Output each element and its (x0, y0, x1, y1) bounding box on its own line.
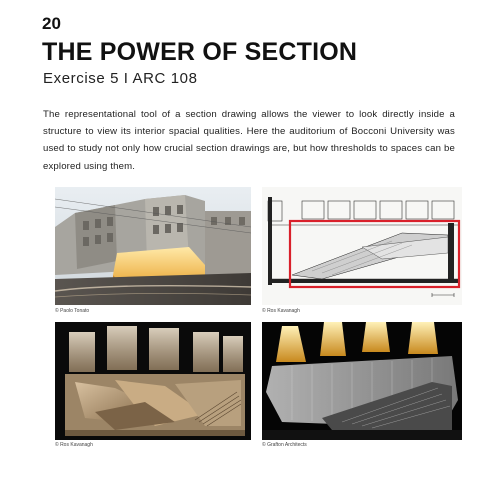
caption-building-photo: © Paolo Tonato (55, 308, 90, 314)
auditorium-render (262, 322, 462, 440)
caption-section-drawing: © Ros Kavanagh (262, 308, 300, 314)
page-subtitle: Exercise 5 I ARC 108 (43, 70, 198, 87)
page-number: 20 (42, 14, 61, 33)
section-model-photo (55, 322, 251, 440)
page-title: THE POWER OF SECTION (42, 38, 358, 66)
caption-auditorium-render: © Grafton Architects (262, 442, 307, 448)
section-drawing (262, 187, 462, 305)
body-paragraph: The representational tool of a section drawing allows the viewer to look directly inside a structure to view its interior spacial qualities. Here the auditorium of Bocconi University was used to study not only how crucial section drawings are, but how thresholds to spaces can be explored using them. (43, 109, 455, 172)
building-photo (55, 187, 251, 305)
caption-section-model-photo: © Ros Kavanagh (55, 442, 93, 448)
